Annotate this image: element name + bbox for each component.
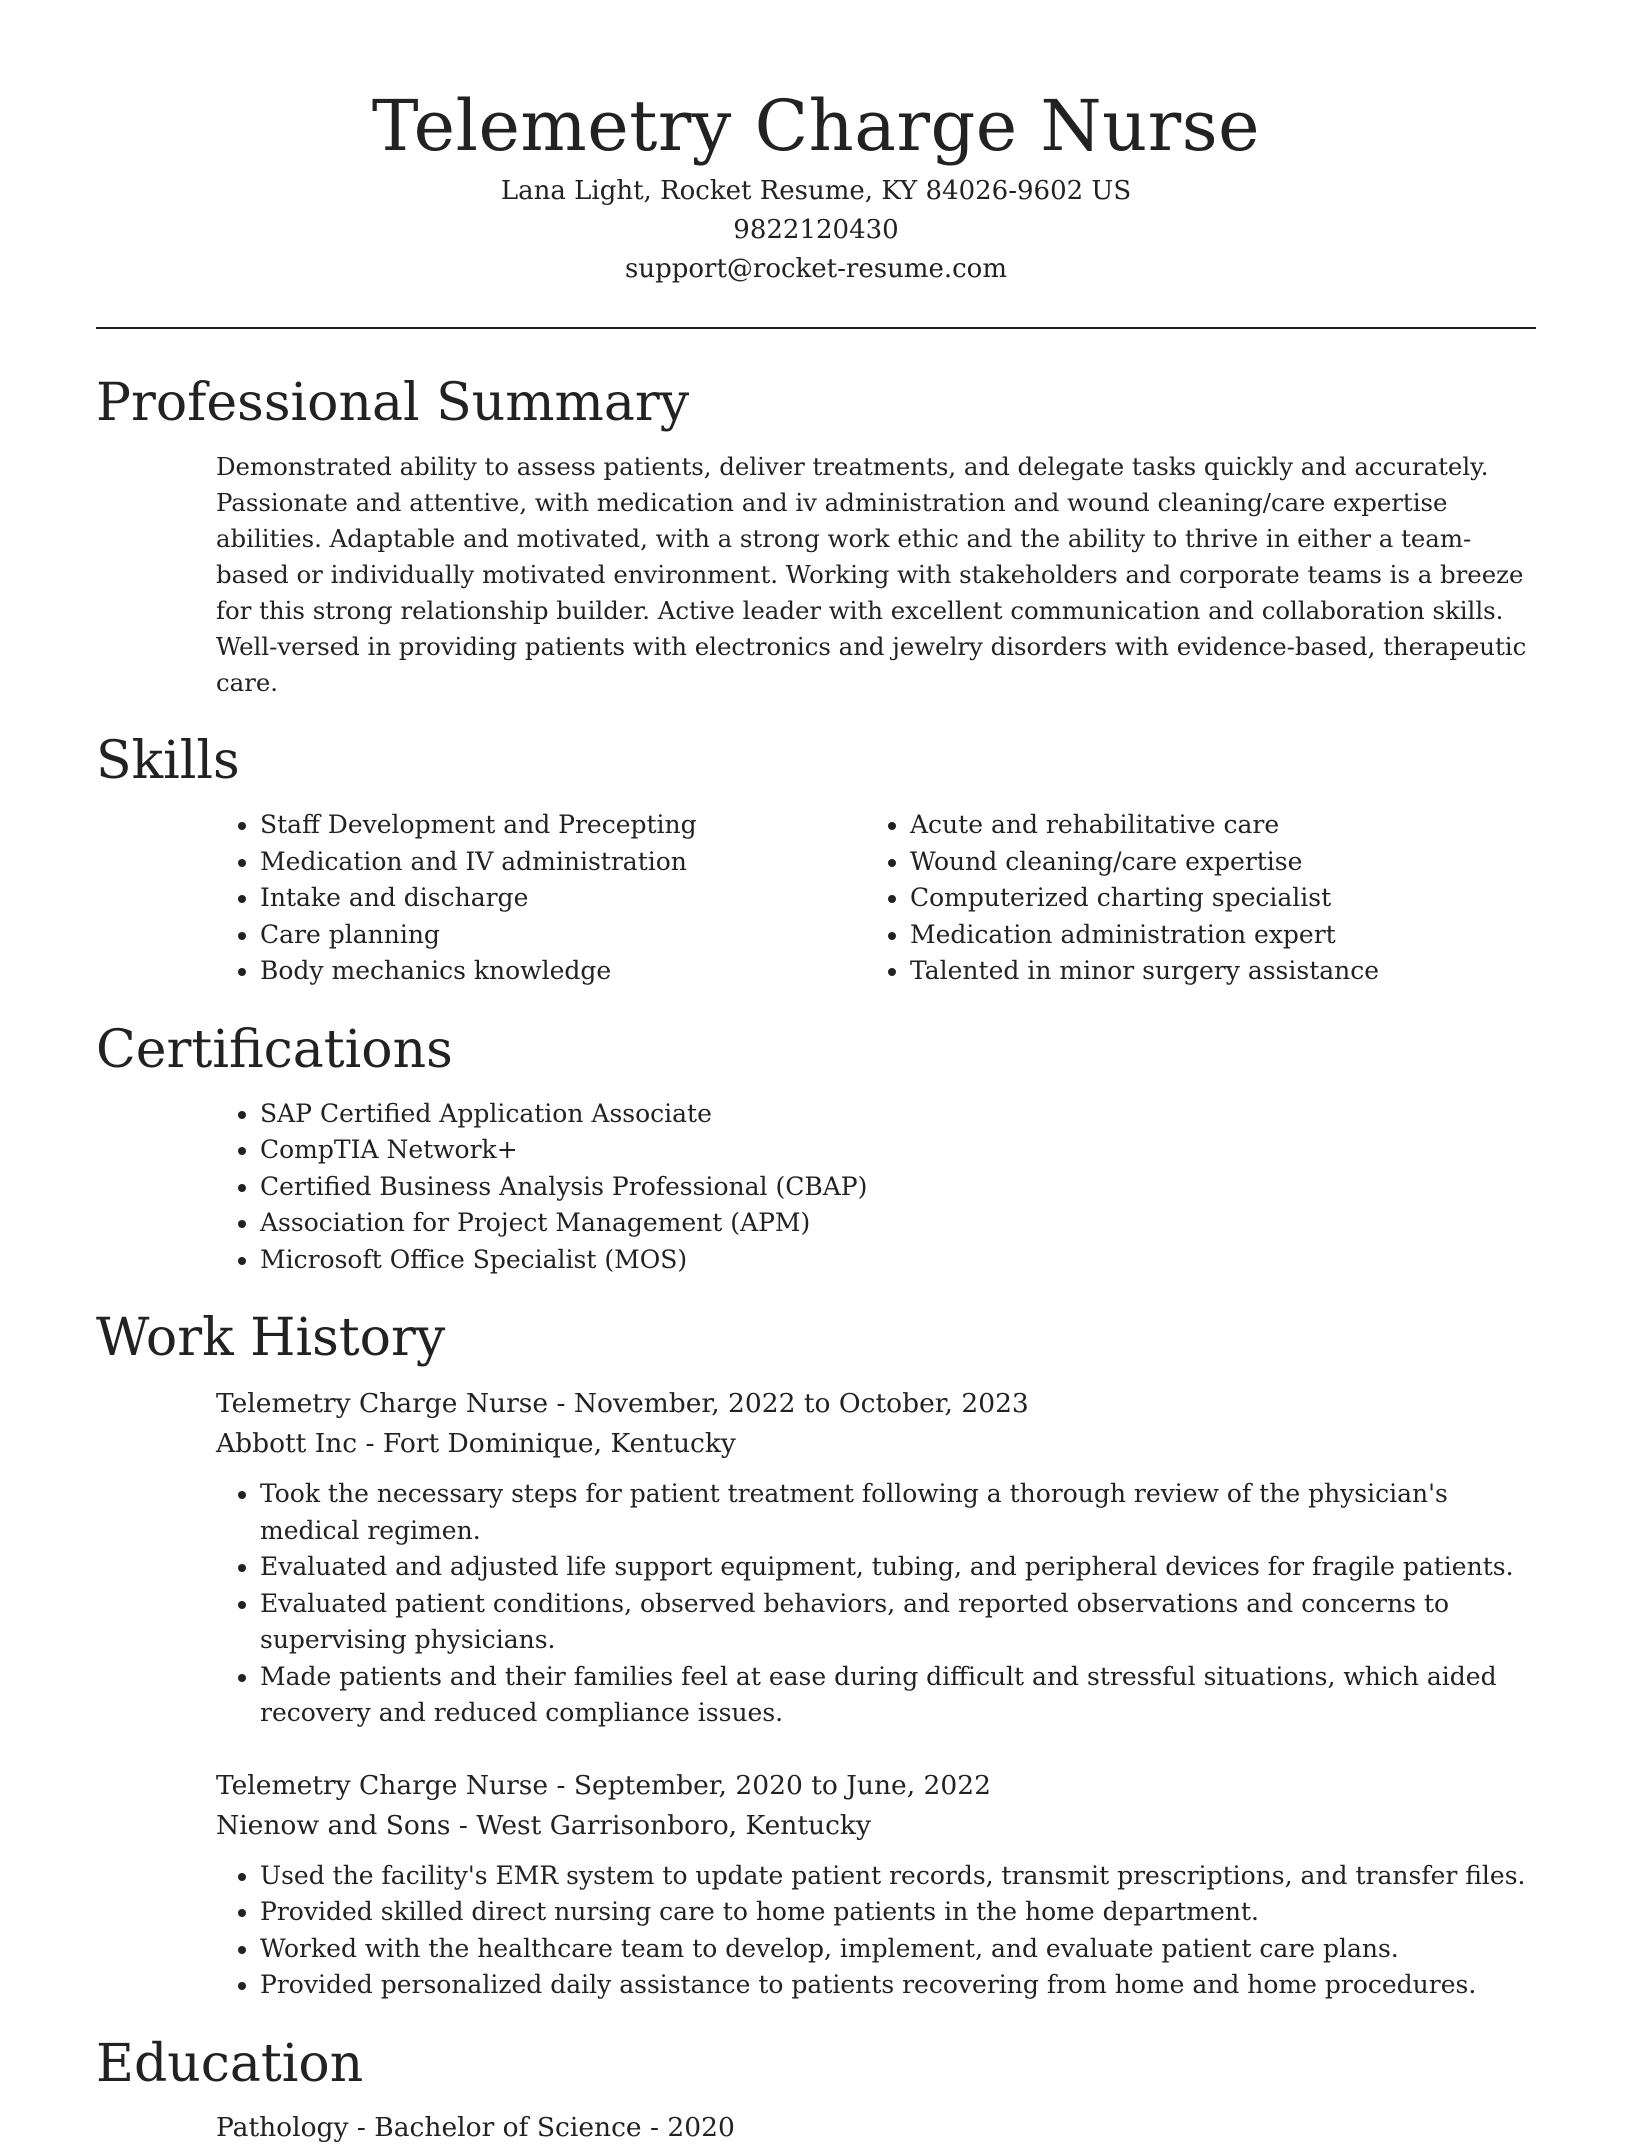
job-bullets [216, 1476, 1536, 1732]
skill-item: • Body mechanics knowledge [260, 953, 866, 990]
job-entry [216, 1766, 1536, 2004]
certification-item: • Microsoft Office Specialist (MOS) [260, 1242, 1536, 1279]
certifications-heading: Certifications [96, 1019, 453, 1080]
skill-item: • Staff Development and Precepting [260, 807, 866, 844]
job-role-dates: Telemetry Charge Nurse - November, 2022 to October, 2023 [216, 1388, 1029, 1419]
skills-column-left [216, 807, 866, 990]
job-bullets [216, 1858, 1536, 2004]
skill-item: • Computerized charting specialist [910, 880, 1516, 917]
job-bullet: • Evaluated and adjusted life support equipment, tubing, and peripheral devices for fragile patients. [260, 1549, 1536, 1586]
skill-item: • Care planning [260, 917, 866, 954]
skill-item: • Medication administration expert [910, 917, 1516, 954]
certification-item: • SAP Certified Application Associate [260, 1096, 1536, 1133]
certification-item: • Association for Project Management (APM) [260, 1205, 1536, 1242]
summary-text: Demonstrated ability to assess patients, deliver treatments, and delegate tasks quickly and accurately. Passionate and attentive, with medication and iv administration and wound cleaning/care expertise abilities. Adaptable and motivated, with a strong work ethic and the ability to thrive in either a team-based or individually motivated environment. Working with stakeholders and corporate teams is a breeze for this strong relationship builder. Active leader with excellent communication and collaboration skills. Well-versed in providing patients with electronics and jewelry disorders with evidence-based, therapeutic care. [216, 452, 1527, 697]
header-divider [96, 327, 1536, 329]
skills-grid [216, 807, 1536, 990]
education-entry: Pathology - Bachelor of Science - 2020 [216, 2111, 735, 2143]
work-history-section [96, 1306, 1536, 2004]
skills-column-right [866, 807, 1516, 990]
skill-item: • Intake and discharge [260, 880, 866, 917]
education-section [96, 2032, 1536, 2148]
job-bullet: • Provided personalized daily assistance to patients recovering from home and home procedures. [260, 1967, 1536, 2004]
job-bullet: • Evaluated patient conditions, observed behaviors, and reported observations and concerns to supervising physicians. [260, 1586, 1536, 1659]
job-bullet: • Used the facility's EMR system to update patient records, transmit prescriptions, and transfer files. [260, 1858, 1536, 1895]
certification-item: • Certified Business Analysis Professional (CBAP) [260, 1169, 1536, 1206]
summary-section [96, 371, 1536, 701]
skill-item: • Medication and IV administration [260, 844, 866, 881]
certifications-list [216, 1096, 1536, 1279]
skill-item: • Acute and rehabilitative care [910, 807, 1516, 844]
work-history-heading: Work History [96, 1308, 446, 1368]
skill-item: • Wound cleaning/care expertise [910, 844, 1516, 881]
job-bullet: • Took the necessary steps for patient treatment following a thorough review of the physician's medical regimen. [260, 1476, 1536, 1549]
skills-heading: Skills [96, 731, 240, 791]
resume-header [96, 0, 1536, 289]
education-heading: Education [96, 2033, 364, 2094]
job-entry [216, 1384, 1536, 1732]
skills-section [96, 729, 1536, 990]
job-bullet: • Worked with the healthcare team to develop, implement, and evaluate patient care plans. [260, 1931, 1536, 1968]
contact-phone: 9822120430 [733, 215, 899, 245]
certification-item: • CompTIA Network+ [260, 1132, 1536, 1169]
job-bullet: • Provided skilled direct nursing care to home patients in the home department. [260, 1894, 1536, 1931]
summary-heading: Professional Summary [96, 373, 690, 433]
certifications-section [96, 1018, 1536, 1279]
candidate-title: Telemetry Charge Nurse [371, 85, 1261, 167]
contact-address: Lana Light, Rocket Resume, KY 84026-9602 US [500, 176, 1132, 206]
job-role-dates: Telemetry Charge Nurse - September, 2020 to June, 2022 [216, 1769, 991, 1801]
job-bullet: • Made patients and their families feel at ease during difficult and stressful situations, which aided recovery and reduced compliance issues. [260, 1659, 1536, 1732]
job-company-location: Abbott Inc - Fort Dominique, Kentucky [216, 1428, 736, 1459]
job-company-location: Nienow and Sons - West Garrisonboro, Kentucky [216, 1809, 871, 1841]
skill-item: • Talented in minor surgery assistance [910, 953, 1516, 990]
contact-email: support@rocket-resume.com [624, 254, 1007, 284]
